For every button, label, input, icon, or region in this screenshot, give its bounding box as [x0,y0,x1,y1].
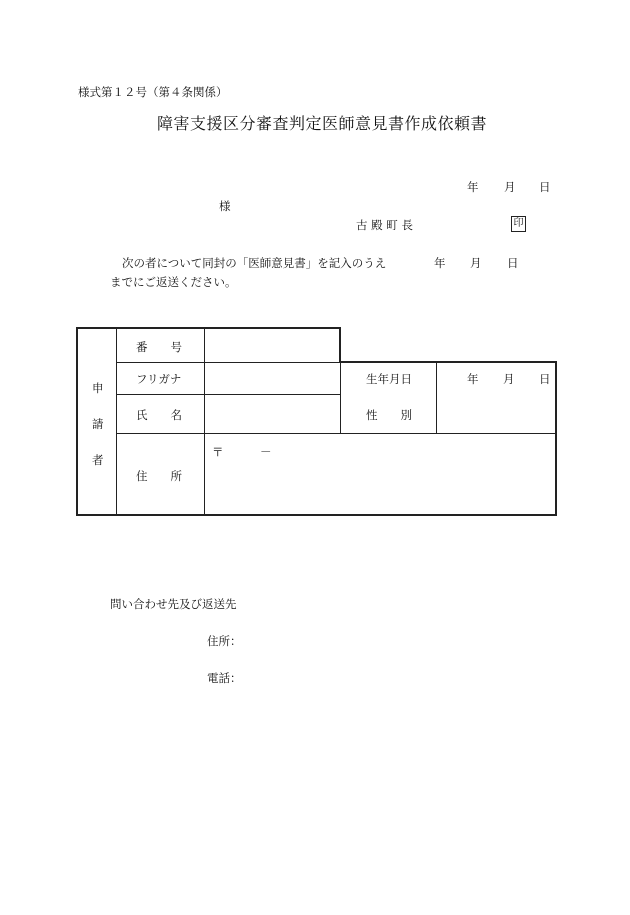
date-month: 月 [504,180,516,194]
contact-address-label: 住所： [207,634,242,648]
name-label: 氏 名 [136,408,182,422]
request-year: 年 [434,256,446,270]
dob-month: 月 [503,372,515,386]
dob-day: 日 [539,372,551,386]
addressee-honorific: 様 [219,199,231,213]
side-label-2: 請 [92,417,104,431]
gender-label: 性 別 [366,408,412,422]
furigana-label: フリガナ [136,372,182,386]
document-title: 障害支援区分審査判定医師意見書作成依頼書 [157,114,488,133]
number-label: 番 号 [136,340,182,354]
side-label-3: 者 [92,453,104,467]
contact-phone-label: 電話： [207,671,242,685]
request-month: 月 [470,256,482,270]
dob-year: 年 [467,372,479,386]
postal-mark: 〒 [212,445,224,459]
issuer-name: 古 殿 町 長 [356,218,413,232]
request-day: 日 [507,256,519,270]
form-number: 様式第１２号（第４条関係） [78,85,228,99]
request-line-1: 次の者について同封の「医師意見書」を記入のうえ [122,256,387,270]
side-label-1: 申 [92,381,104,395]
request-line-2: までにご返送ください。 [110,275,237,289]
seal-mark: 印 [511,216,526,232]
date-year: 年 [467,180,479,194]
date-day: 日 [539,180,551,194]
postal-dash: － [260,445,272,459]
contact-heading: 問い合わせ先及び返送先 [110,597,237,611]
address-label: 住 所 [136,469,182,483]
dob-label: 生年月日 [366,372,412,386]
